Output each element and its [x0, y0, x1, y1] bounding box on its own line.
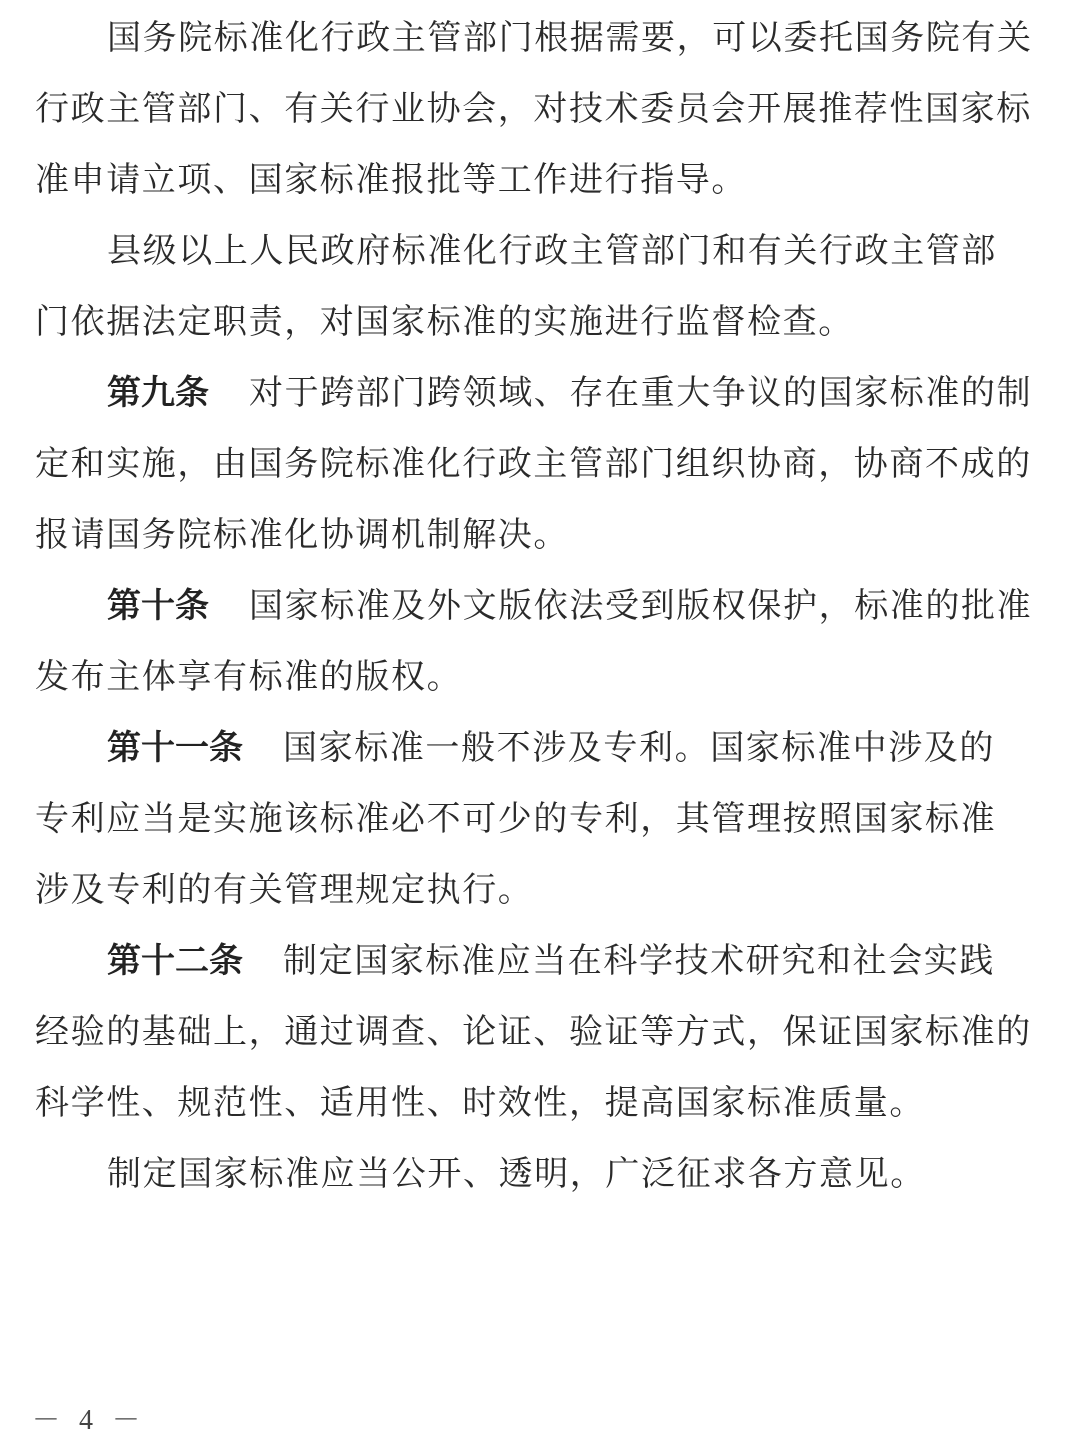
- article-11-line-2: [35, 797, 1045, 841]
- text-line: 科学性、规范性、适用性、时效性，提高国家标准质量。: [35, 1083, 925, 1123]
- text-line: 报请国务院标准化协调机制解决。: [35, 515, 569, 555]
- article-10-line-1: [107, 584, 1042, 628]
- text-line: 门依据法定职责，对国家标准的实施进行监督检查。: [35, 302, 854, 342]
- paragraph-2-line-2: [35, 300, 1045, 344]
- text-line: 发布主体享有标准的版权。: [35, 657, 463, 697]
- article-12-line-3: [35, 1081, 1045, 1125]
- text-line: 经验的基础上，通过调查、论证、验证等方式，保证国家标准的: [35, 1012, 1032, 1052]
- text-line: 县级以上人民政府标准化行政主管部门和有关行政主管部: [107, 231, 997, 271]
- article-12-heading: 第十二条: [107, 941, 243, 981]
- text-line: 制定国家标准应当在科学技术研究和社会实践: [283, 941, 995, 981]
- text-line: 专利应当是实施该标准必不可少的专利，其管理按照国家标准: [35, 799, 997, 839]
- text-line: 行政主管部门、有关行业协会，对技术委员会开展推荐性国家标: [35, 89, 1032, 129]
- text-line: 定和实施，由国务院标准化行政主管部门组织协商，协商不成的: [35, 444, 1032, 484]
- paragraph-1-line-3: [35, 158, 1045, 202]
- article-9-line-2: [35, 442, 1045, 486]
- paragraph-2-line-1: [107, 229, 1042, 273]
- article-11-line-1: [107, 726, 1042, 770]
- text-line: 制定国家标准应当公开、透明，广泛征求各方意见。: [107, 1154, 926, 1194]
- text-line: 准申请立项、国家标准报批等工作进行指导。: [35, 160, 747, 200]
- paragraph-1-line-1: [107, 16, 1042, 60]
- paragraph-1-line-2: [35, 87, 1045, 131]
- article-9-line-3: [35, 513, 1045, 557]
- article-12-line-2: [35, 1010, 1045, 1054]
- article-9-heading: 第九条: [107, 373, 209, 413]
- text-line: 涉及专利的有关管理规定执行。: [35, 870, 534, 910]
- page-number: － 4 －: [32, 1405, 147, 1436]
- text-line: 国家标准一般不涉及专利。国家标准中涉及的: [283, 728, 995, 768]
- text-line: 国务院标准化行政主管部门根据需要，可以委托国务院有关: [107, 18, 1033, 58]
- article-10-heading: 第十条: [107, 586, 209, 626]
- article-11-line-3: [35, 868, 1045, 912]
- article-11-heading: 第十一条: [107, 728, 243, 768]
- article-10-line-2: [35, 655, 1045, 699]
- paragraph-3-line-1: [107, 1152, 1042, 1196]
- text-line: 国家标准及外文版依法受到版权保护，标准的批准: [249, 586, 1033, 626]
- article-12-line-1: [107, 939, 1042, 983]
- text-line: 对于跨部门跨领域、存在重大争议的国家标准的制: [249, 373, 1033, 413]
- article-9-line-1: [107, 371, 1042, 415]
